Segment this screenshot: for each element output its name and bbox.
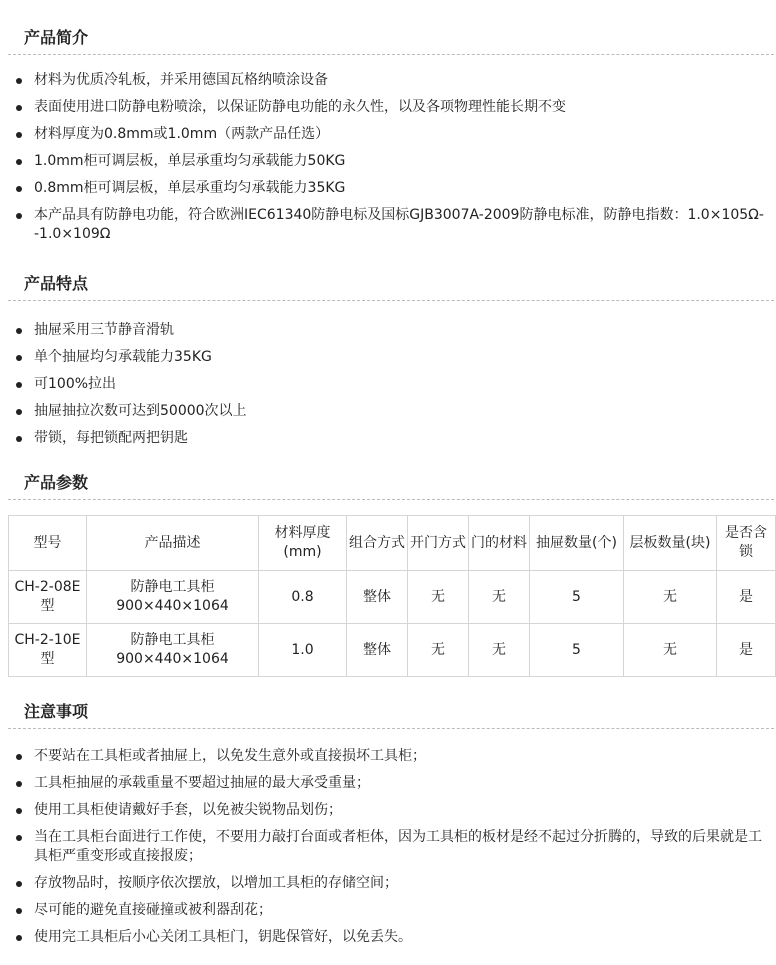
list-item bbox=[0, 774, 776, 793]
table-row bbox=[9, 624, 776, 677]
list-item bbox=[0, 71, 776, 90]
table-cell: 防静电工具柜 900×440×1064 bbox=[87, 571, 259, 624]
list-item-text: 抽屉抽拉次数可达到50000次以上 bbox=[34, 403, 247, 419]
bullet-icon bbox=[16, 908, 22, 914]
section-features bbox=[0, 273, 776, 456]
section-params bbox=[0, 472, 776, 500]
table-cell: 是 bbox=[717, 624, 776, 677]
list-item bbox=[0, 747, 776, 766]
section-title: 产品参数 bbox=[24, 473, 89, 492]
list-item bbox=[0, 98, 776, 117]
table-cell: 是 bbox=[717, 571, 776, 624]
section-title: 产品特点 bbox=[24, 274, 89, 293]
bullet-icon bbox=[16, 105, 22, 111]
table-row bbox=[9, 571, 776, 624]
list-item-text: 不要站在工具柜或者抽屉上，以免发生意外或直接损坏工具柜； bbox=[34, 748, 426, 764]
bullet-icon bbox=[16, 328, 22, 334]
bullet-icon bbox=[16, 935, 22, 941]
table-cell: 无 bbox=[408, 571, 469, 624]
header-cell: 开门方式 bbox=[408, 516, 469, 571]
header-cell: 产品描述 bbox=[87, 516, 259, 571]
bullet-icon bbox=[16, 78, 22, 84]
bullet-icon bbox=[16, 355, 22, 361]
section-divider bbox=[8, 728, 774, 729]
notes-list bbox=[0, 747, 776, 947]
table-cell: 5 bbox=[530, 624, 624, 677]
bullet-icon bbox=[16, 436, 22, 442]
bullet-icon bbox=[16, 132, 22, 138]
list-item bbox=[0, 429, 776, 448]
bullet-icon bbox=[16, 409, 22, 415]
intro-list bbox=[0, 71, 776, 244]
list-item bbox=[0, 928, 776, 947]
table-cell: 无 bbox=[469, 624, 530, 677]
table-cell: 1.0 bbox=[259, 624, 347, 677]
header-cell: 是否含锁 bbox=[717, 516, 776, 571]
list-item-text: 使用工具柜使请戴好手套，以免被尖锐物品划伤； bbox=[34, 802, 342, 818]
header-cell: 材料厚度(mm) bbox=[259, 516, 347, 571]
list-item-text: 抽屉采用三节静音滑轨 bbox=[34, 322, 174, 338]
list-item bbox=[0, 125, 776, 144]
list-item-text: 材料为优质冷轧板，并采用德国瓦格纳喷涂设备 bbox=[34, 72, 328, 88]
bullet-icon bbox=[16, 186, 22, 192]
table-cell: CH-2-10E型 bbox=[9, 624, 87, 677]
table-cell: 整体 bbox=[347, 571, 408, 624]
table-cell: 5 bbox=[530, 571, 624, 624]
list-item-text: 表面使用进口防静电粉喷涂，以保证防静电功能的永久性，以及各项物理性能长期不变 bbox=[34, 99, 566, 115]
bullet-icon bbox=[16, 881, 22, 887]
table-cell: 防静电工具柜 900×440×1064 bbox=[87, 624, 259, 677]
section-divider bbox=[8, 300, 774, 301]
header-cell: 组合方式 bbox=[347, 516, 408, 571]
bullet-icon bbox=[16, 754, 22, 760]
table-cell: 无 bbox=[624, 571, 717, 624]
list-item bbox=[0, 348, 776, 367]
bullet-icon bbox=[16, 808, 22, 814]
list-item-text: 可100%拉出 bbox=[34, 376, 117, 392]
table-cell: 整体 bbox=[347, 624, 408, 677]
list-item-text: 带锁，每把锁配两把钥匙 bbox=[34, 430, 188, 446]
list-item bbox=[0, 874, 776, 893]
list-item-text: 单个抽屉均匀承载能力35KG bbox=[34, 349, 212, 365]
table-cell: 无 bbox=[624, 624, 717, 677]
list-item-text: 材料厚度为0.8mm或1.0mm（两款产品任选） bbox=[34, 126, 330, 142]
table-header-row bbox=[9, 516, 776, 571]
list-item-text: 0.8mm柜可调层板，单层承重均匀承载能力35KG bbox=[34, 180, 346, 196]
table-cell: CH-2-08E型 bbox=[9, 571, 87, 624]
header-cell: 型号 bbox=[9, 516, 87, 571]
section-title: 注意事项 bbox=[24, 702, 89, 721]
section-divider bbox=[8, 54, 774, 55]
features-list bbox=[0, 321, 776, 448]
bullet-icon bbox=[16, 159, 22, 165]
bullet-icon bbox=[16, 382, 22, 388]
list-item bbox=[0, 402, 776, 421]
header-cell: 层板数量(块) bbox=[624, 516, 717, 571]
list-item bbox=[0, 801, 776, 820]
table-cell: 无 bbox=[408, 624, 469, 677]
list-item bbox=[0, 375, 776, 394]
list-item-text: 工具柜抽屉的承载重量不要超过抽屉的最大承受重量； bbox=[34, 775, 370, 791]
section-title: 产品简介 bbox=[24, 28, 89, 47]
list-item-text: 存放物品时，按顺序依次摆放，以增加工具柜的存储空间； bbox=[34, 875, 398, 891]
params-table bbox=[8, 515, 776, 677]
list-item bbox=[0, 152, 776, 171]
header-cell: 门的材料 bbox=[469, 516, 530, 571]
table-cell: 无 bbox=[469, 571, 530, 624]
section-intro bbox=[0, 27, 776, 252]
list-item bbox=[0, 321, 776, 340]
list-item bbox=[0, 901, 776, 920]
list-item bbox=[0, 179, 776, 198]
table-cell: 0.8 bbox=[259, 571, 347, 624]
bullet-icon bbox=[16, 781, 22, 787]
list-item-text: 当在工具柜台面进行工作使，不要用力敲打台面或者柜体，因为工具柜的板材是经不起过分折腾的，导致的后果就是工具柜严重变形或直接报废； bbox=[34, 829, 762, 864]
list-item-text: 1.0mm柜可调层板，单层承重均匀承载能力50KG bbox=[34, 153, 346, 169]
list-item-text: 使用完工具柜后小心关闭工具柜门，钥匙保管好，以免丢失。 bbox=[34, 929, 412, 945]
list-item-text: 尽可能的避免直接碰撞或被利器刮花； bbox=[34, 902, 272, 918]
section-divider bbox=[8, 499, 774, 500]
bullet-icon bbox=[16, 835, 22, 841]
bullet-icon bbox=[16, 213, 22, 219]
list-item bbox=[0, 206, 776, 244]
list-item bbox=[0, 828, 776, 866]
header-cell: 抽屉数量(个) bbox=[530, 516, 624, 571]
list-item-text: 本产品具有防静电功能，符合欧洲IEC61340防静电标及国标GJB3007A-2009防静电标准，防静电指数：1.0×105Ω--1.0×109Ω bbox=[34, 207, 764, 242]
section-notes bbox=[0, 701, 776, 955]
